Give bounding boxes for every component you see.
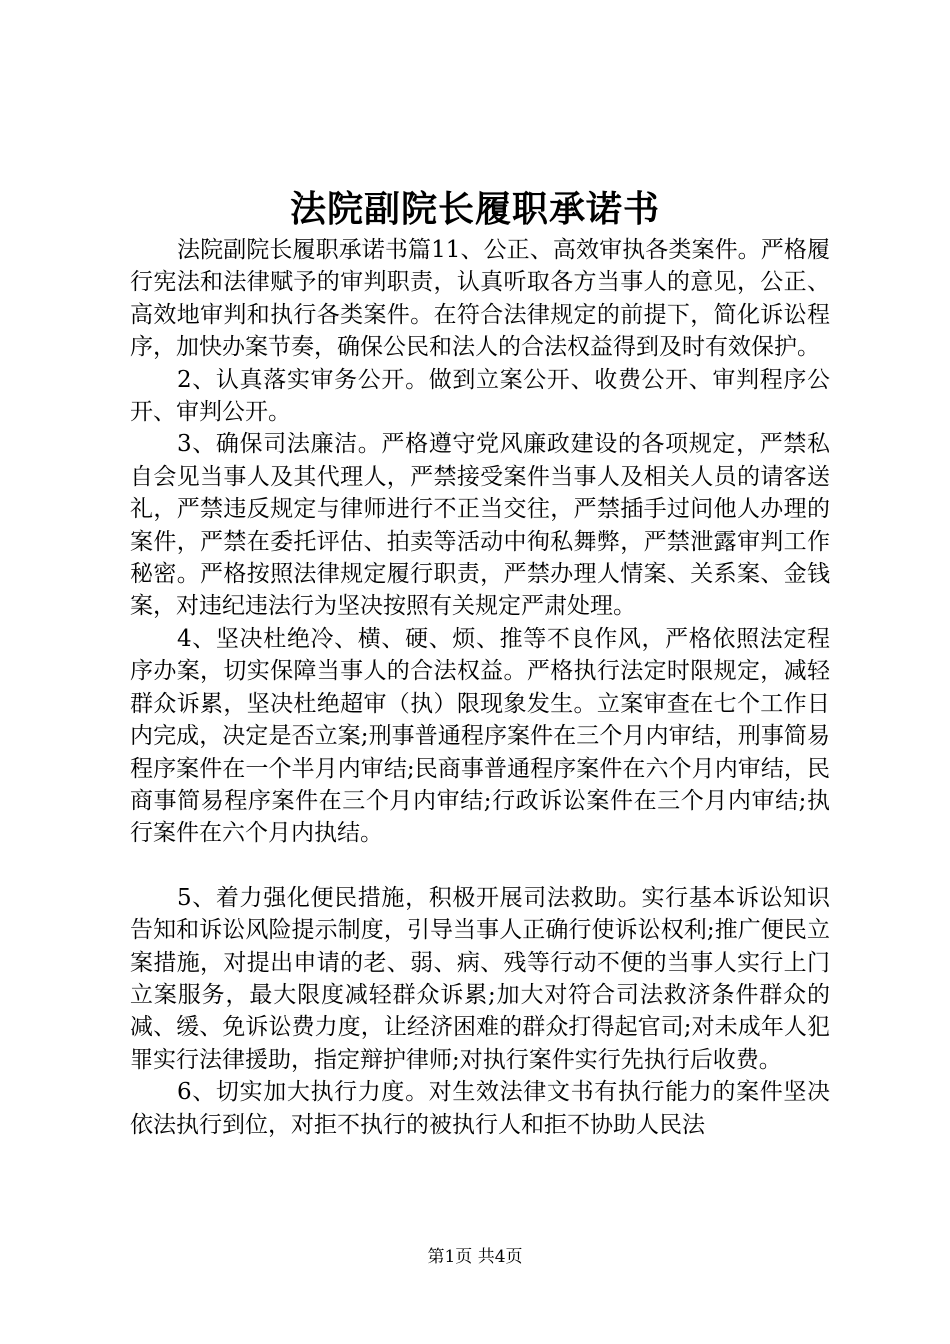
document-title: 法院副院长履职承诺书 [289,188,660,230]
paragraph-5: 5、着力强化便民措施，积极开展司法救助。实行基本诉讼知识告知和诉讼风险提示制度，引导当事人正确行使诉讼权利;推广便民立案措施，对提出申请的老、弱、病、残等行动不便的当事人实行上门立案服务，最大限度减轻群众诉累;加大对符合司法救济条件群众的减、缓、免诉讼费力度，让经济困难的群众打得起官司;对未成年人犯罪实行法律援助，指定辩护律师;对执行案件实行先执行后收费。 [130,884,830,1073]
paragraph-1: 法院副院长履职承诺书篇11、公正、高效审执各类案件。严格履行宪法和法律赋予的审判职责，认真听取各方当事人的意见，公正、高效地审判和执行各类案件。在符合法律规定的前提下，简化诉讼程序，加快办案节奏，确保公民和法人的合法权益得到及时有效保护。 [130,237,830,361]
paragraph-2: 2、认真落实审务公开。做到立案公开、收费公开、审判程序公开、审判公开。 [130,366,830,426]
paragraph-3: 3、确保司法廉洁。严格遵守党风廉政建设的各项规定，严禁私自会见当事人及其代理人，严禁接受案件当事人及相关人员的请客送礼，严禁违反规定与律师进行不正当交往，严禁插手过问他人办理的案件，严禁在委托评估、拍卖等活动中徇私舞弊，严禁泄露审判工作秘密。严格按照法律规定履行职责，严禁办理人情案、关系案、金钱案，对违纪违法行为坚决按照有关规定严肃处理。 [130,431,830,620]
paragraph-4: 4、坚决杜绝冷、横、硬、烦、推等不良作风，严格依照法定程序办案，切实保障当事人的合法权益。严格执行法定时限规定，减轻群众诉累，坚决杜绝超审（执）限现象发生。立案审查在七个工作日内完成，决定是否立案;刑事普通程序案件在三个月内审结，刑事简易程序案件在一个半月内审结;民商事普通程序案件在六个月内审结，民商事简易程序案件在三个月内审结;行政诉讼案件在三个月内审结;执行案件在六个月内执结。 [130,625,830,847]
page-footer: 第1页 共4页 [427,1247,523,1267]
paragraph-6: 6、切实加大执行力度。对生效法律文书有执行能力的案件坚决依法执行到位，对拒不执行的被执行人和拒不协助人民法 [130,1079,830,1138]
document-body [130,234,830,1141]
